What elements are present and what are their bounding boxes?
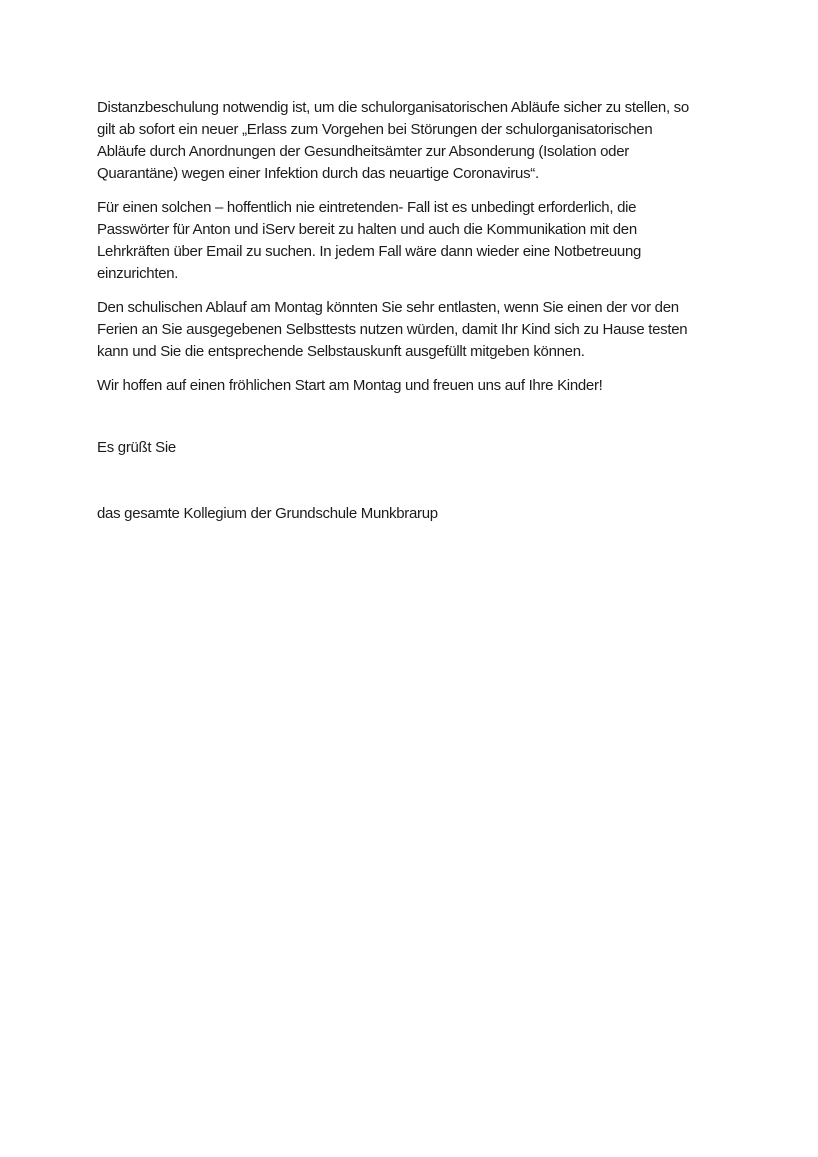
letter-body xyxy=(97,97,742,537)
paragraph-line: Ferien an Sie ausgegebenen Selbsttests nutzen würden, damit Ihr Kind sich zu Hause testen xyxy=(97,321,688,338)
paragraph xyxy=(97,97,742,185)
paragraph-line: Lehrkräften über Email zu suchen. In jedem Fall wäre dann wieder eine Notbetreuung xyxy=(97,243,642,260)
paragraph-line: Distanzbeschulung notwendig ist, um die schulorganisatorischen Abläufe sicher zu stellen, so xyxy=(97,99,689,116)
paragraph-line: gilt ab sofort ein neuer „Erlass zum Vorgehen bei Störungen der schulorganisatorischen xyxy=(97,121,653,138)
paragraph-line: Passwörter für Anton und iServ bereit zu halten und auch die Kommunikation mit den xyxy=(97,221,637,238)
paragraph xyxy=(97,197,742,285)
paragraph-line: kann und Sie die entsprechende Selbstauskunft ausgefüllt mitgeben können. xyxy=(97,343,585,360)
paragraph-line: Abläufe durch Anordnungen der Gesundheitsämter zur Absonderung (Isolation oder xyxy=(97,143,629,160)
signature-line: das gesamte Kollegium der Grundschule Munkbrarup xyxy=(97,505,438,522)
paragraph xyxy=(97,297,742,363)
closing-line: Es grüßt Sie xyxy=(97,439,176,456)
paragraph-line: Für einen solchen – hoffentlich nie eintretenden- Fall ist es unbedingt erforderlich, die xyxy=(97,199,637,216)
paragraph-line: einzurichten. xyxy=(97,265,179,282)
paragraph-line: Quarantäne) wegen einer Infektion durch das neuartige Coronavirus“. xyxy=(97,165,539,182)
paragraph-line: Den schulischen Ablauf am Montag könnten Sie sehr entlasten, wenn Sie einen der vor den xyxy=(97,299,679,316)
letter-paragraphs xyxy=(97,97,742,397)
paragraph xyxy=(97,375,742,397)
paragraph-line: Wir hoffen auf einen fröhlichen Start am Montag und freuen uns auf Ihre Kinder! xyxy=(97,377,603,394)
